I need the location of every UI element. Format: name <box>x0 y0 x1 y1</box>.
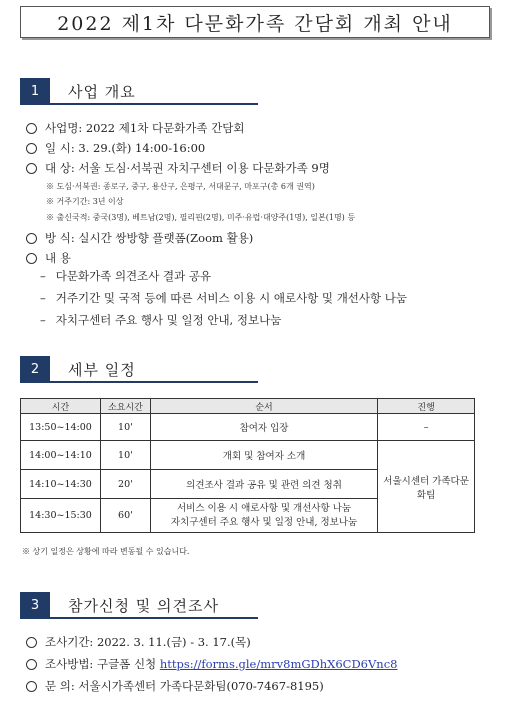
bullet-circle-icon <box>26 637 37 648</box>
overview-date: 일 시: 3. 29.(화) 14:00-16:00 <box>26 140 205 156</box>
table-row <box>21 414 475 441</box>
section-underline <box>20 381 258 383</box>
duration-cell: 10' <box>100 414 150 441</box>
order-cell: 참여자 입장 <box>150 414 377 441</box>
overview-target: 대 상: 서울 도심·서북권 자치구센터 이용 다문화가족 9명 <box>26 160 330 176</box>
order-cell: 의견조사 결과 공유 및 관련 의견 청취 <box>150 470 377 499</box>
schedule-table <box>20 398 475 533</box>
host-cell-merged: 서울시센터 가족다문화팀 <box>378 441 475 533</box>
duration-cell: 10' <box>100 441 150 470</box>
time-cell: 14:30~15:30 <box>21 499 101 533</box>
target-note: ※ 거주기간: 3년 이상 <box>46 197 124 206</box>
target-note: ※ 출신국적: 중국(3명), 베트남(2명), 필리핀(2명), 미주·유럽·대양주(1명), 일본(1명) 등 <box>46 213 356 222</box>
section-underline <box>20 617 258 619</box>
section-title: 사업 개요 <box>68 82 136 101</box>
time-cell: 13:50~14:00 <box>21 414 101 441</box>
time-cell: 14:00~14:10 <box>21 441 101 470</box>
column-header: 진행 <box>378 399 475 414</box>
section-number: 2 <box>20 356 50 382</box>
section-1-header <box>20 78 136 104</box>
column-header: 순서 <box>150 399 377 414</box>
target-note: ※ 도심·서북권: 종로구, 중구, 용산구, 은평구, 서대문구, 마포구(총 6개 권역) <box>46 182 315 191</box>
host-cell: – <box>378 414 475 441</box>
page-title: 2022 제1차 다문화가족 간담회 개최 안내 <box>20 6 490 38</box>
content-item: – 다문화가족 의견조사 결과 공유 <box>40 269 212 283</box>
duration-cell: 60' <box>100 499 150 533</box>
order-cell: 개회 및 참여자 소개 <box>150 441 377 470</box>
bullet-circle-icon <box>26 123 37 134</box>
apply-contact: 문 의: 서울시가족센터 가족다문화팀(070-7467-8195) <box>26 678 324 694</box>
bullet-circle-icon <box>26 163 37 174</box>
bullet-circle-icon <box>26 681 37 692</box>
section-2-header <box>20 356 136 382</box>
overview-name: 사업명: 2022 제1차 다문화가족 간담회 <box>26 120 245 136</box>
section-number: 3 <box>20 592 50 618</box>
order-cell: 서비스 이용 시 애로사항 및 개선사항 나눔 자치구센터 주요 행사 및 일정 안내, 정보나눔 <box>150 499 377 533</box>
section-title: 참가신청 및 의견조사 <box>68 596 219 615</box>
column-header: 시간 <box>21 399 101 414</box>
content-item: – 자치구센터 주요 행사 및 일정 안내, 정보나눔 <box>40 313 282 327</box>
section-3-header <box>20 592 219 618</box>
bullet-circle-icon <box>26 233 37 244</box>
content-item: – 거주기간 및 국적 등에 따른 서비스 이용 시 애로사항 및 개선사항 나눔 <box>40 291 408 305</box>
overview-method: 방 식: 실시간 쌍방향 플랫폼(Zoom 활용) <box>26 230 253 246</box>
section-underline <box>20 103 258 105</box>
column-header: 소요시간 <box>100 399 150 414</box>
table-row <box>21 441 475 470</box>
apply-method: 조사방법: 구글폼 신청 https://forms.gle/mrv8mGDhX6CD6Vnc8 <box>26 656 397 672</box>
bullet-circle-icon <box>26 659 37 670</box>
duration-cell: 20' <box>100 470 150 499</box>
section-title: 세부 일정 <box>68 360 136 379</box>
bullet-circle-icon <box>26 253 37 264</box>
schedule-note: ※ 상기 일정은 상황에 따라 변동될 수 있습니다. <box>22 547 190 556</box>
section-number: 1 <box>20 78 50 104</box>
overview-content: 내 용 <box>26 250 71 266</box>
bullet-circle-icon <box>26 143 37 154</box>
apply-period: 조사기간: 2022. 3. 11.(금) - 3. 17.(목) <box>26 634 251 650</box>
google-form-link[interactable]: https://forms.gle/mrv8mGDhX6CD6Vnc8 <box>159 657 398 671</box>
time-cell: 14:10~14:30 <box>21 470 101 499</box>
table-header-row <box>21 399 475 414</box>
